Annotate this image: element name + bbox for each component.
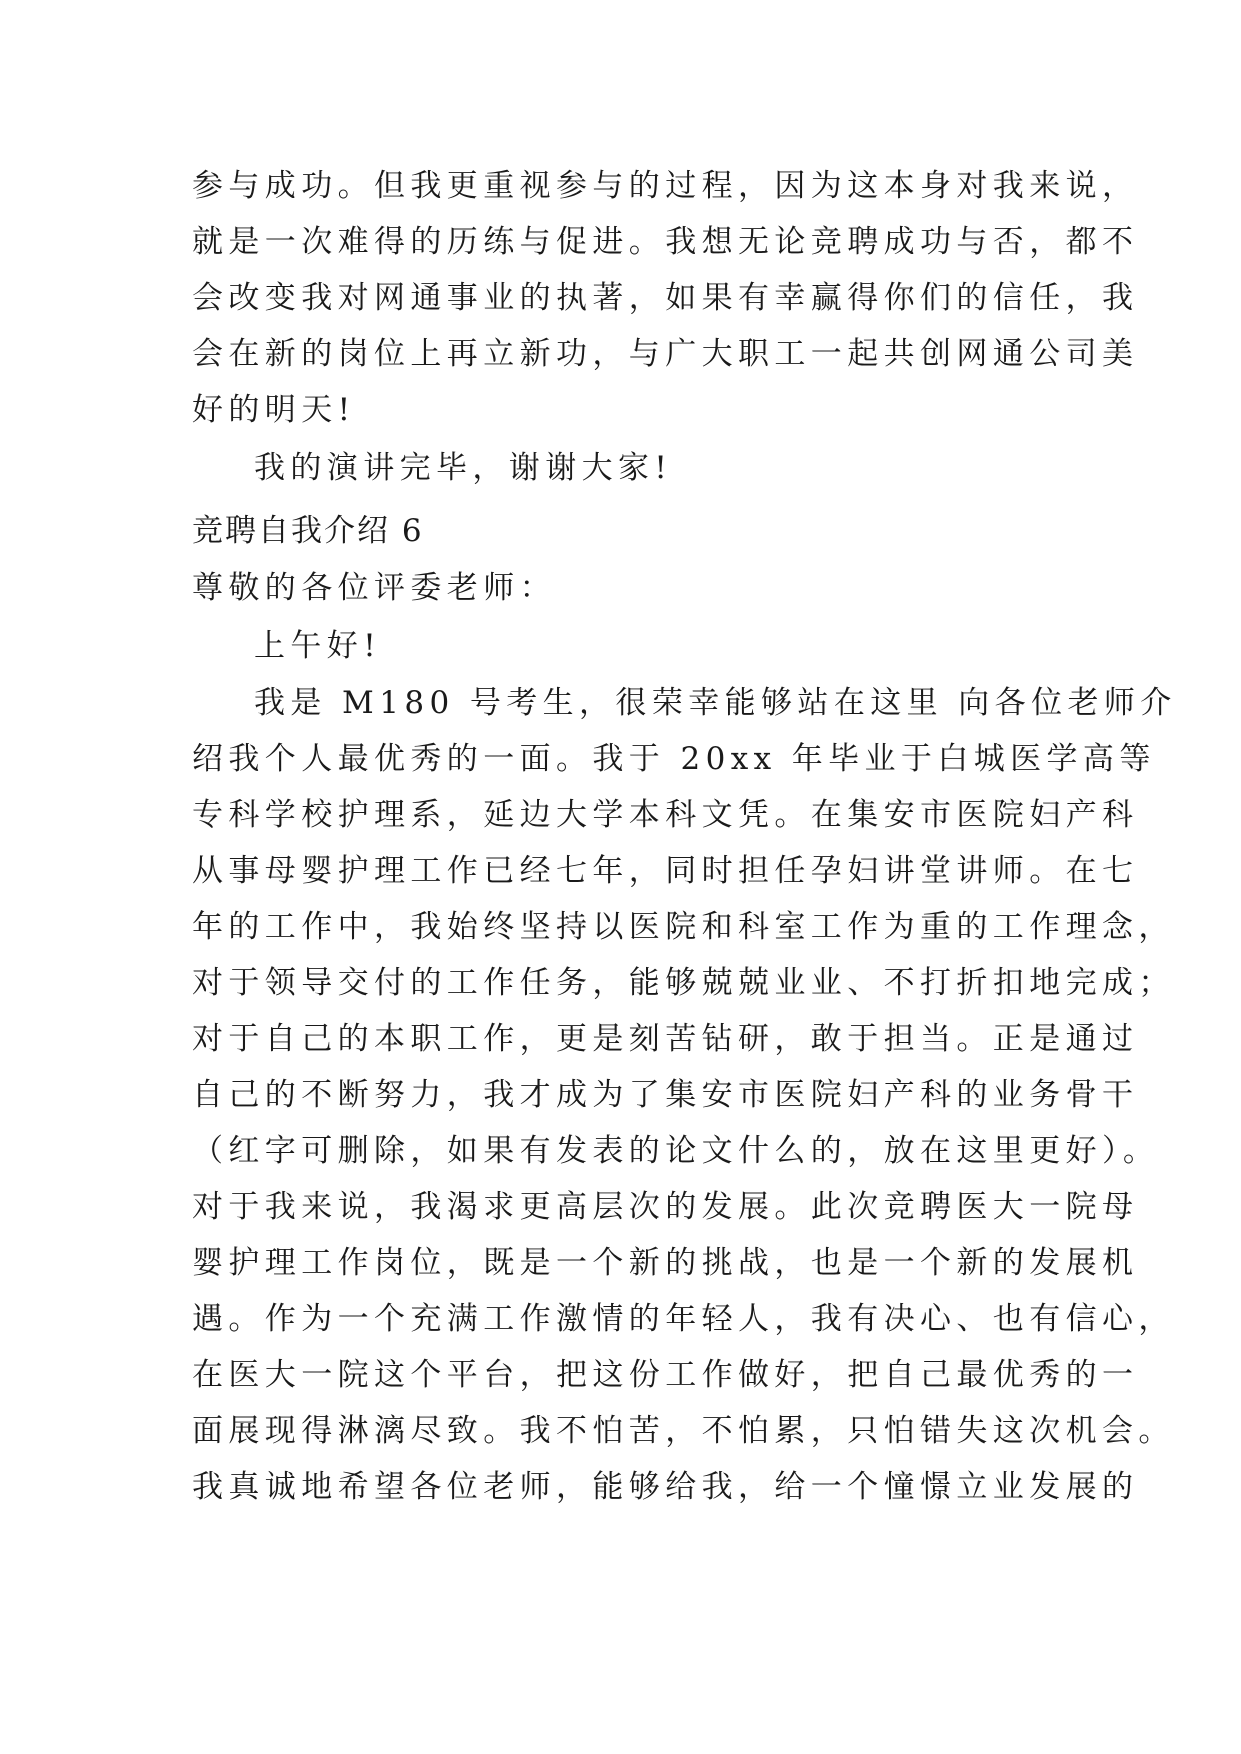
text-line: 对于领导交付的工作任务，能够兢兢业业、不打折扣地完成； [192, 965, 1175, 1001]
text-line: 在医大一院这个平台，把这份工作做好，把自己最优秀的一 [192, 1357, 1139, 1393]
text-line: 参与成功。但我更重视参与的过程，因为这本身对我来说， [192, 168, 1139, 204]
text-line: 自己的不断努力，我才成为了集安市医院妇产科的业务骨干 [192, 1077, 1139, 1113]
text-line: 对于自己的本职工作，更是刻苦钻研，敢于担当。正是通过 [192, 1021, 1139, 1057]
text-line: 从事母婴护理工作已经七年，同时担任孕妇讲堂讲师。在七 [192, 853, 1139, 889]
text-line: 我真诚地希望各位老师，能够给我，给一个憧憬立业发展的 [192, 1469, 1139, 1505]
text-line: 就是一次难得的历练与促进。我想无论竞聘成功与否，都不 [192, 224, 1139, 260]
salutation: 尊敬的各位评委老师： [192, 570, 556, 606]
text-line: 会在新的岗位上再立新功，与广大职工一起共创网通公司美 [192, 336, 1139, 372]
text-line: 专科学校护理系，延边大学本科文凭。在集安市医院妇产科 [192, 797, 1139, 833]
section-heading: 竞聘自我介绍 6 [192, 513, 424, 549]
text-line: 绍我个人最优秀的一面。我于 20xx 年毕业于白城医学高等 [192, 741, 1156, 777]
closing-line: 我的演讲完毕，谢谢大家! [254, 450, 673, 486]
text-line: 面展现得淋漓尽致。我不怕苦，不怕累，只怕错失这次机会。 [192, 1413, 1175, 1449]
text-line: 婴护理工作岗位，既是一个新的挑战，也是一个新的发展机 [192, 1245, 1139, 1281]
text-line: 对于我来说，我渴求更高层次的发展。此次竞聘医大一院母 [192, 1189, 1139, 1225]
text-line: （红字可删除，如果有发表的论文什么的，放在这里更好）。 [192, 1133, 1160, 1169]
text-line: 好的明天! [192, 392, 356, 428]
greeting: 上午好! [254, 628, 382, 664]
text-line: 我是 M180 号考生，很荣幸能够站在这里 向各位老师介 [254, 685, 1177, 721]
text-line: 会改变我对网通事业的执著，如果有幸赢得你们的信任，我 [192, 280, 1139, 316]
text-line: 遇。作为一个充满工作激情的年轻人，我有决心、也有信心， [192, 1301, 1175, 1337]
text-line: 年的工作中，我始终坚持以医院和科室工作为重的工作理念， [192, 909, 1175, 945]
